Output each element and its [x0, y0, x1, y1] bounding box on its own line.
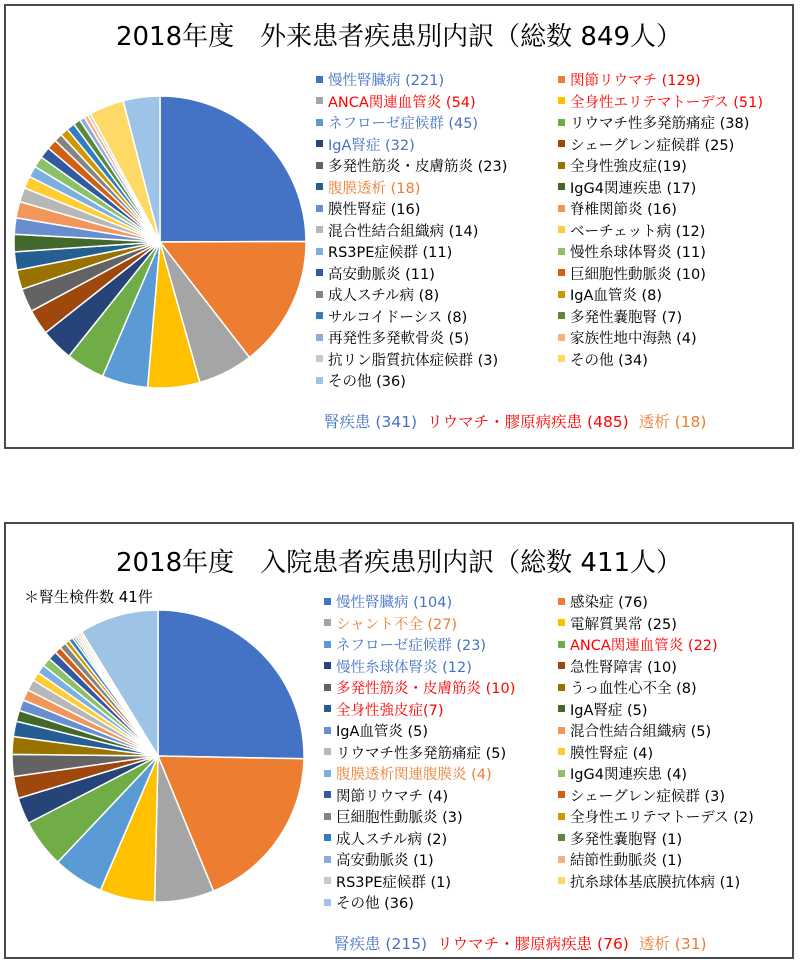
- legend-label: リウマチ性多発筋痛症 (38): [570, 116, 750, 132]
- legend-swatch: [558, 248, 565, 255]
- legend-label: 多発性筋炎・皮膚筋炎 (23): [328, 159, 508, 175]
- legend-label: IgA腎症 (5): [570, 702, 648, 719]
- legend-swatch: [324, 598, 331, 605]
- summary-total: リウマチ・膠原病疾患 (76): [437, 935, 629, 953]
- legend-swatch: [558, 619, 565, 626]
- legend-swatch: [558, 705, 565, 712]
- legend-swatch: [558, 355, 565, 362]
- legend-label: 混合性結合組織病 (14): [328, 223, 479, 240]
- legend-swatch: [324, 791, 331, 798]
- legend-label: 関節リウマチ (129): [570, 73, 701, 89]
- legend-item: [316, 330, 469, 348]
- legend-item: [316, 158, 507, 176]
- legend-item: [324, 616, 457, 634]
- legend-label: その他 (34): [570, 352, 648, 369]
- legend-item: [558, 287, 662, 305]
- legend-label: 高安動脈炎 (11): [328, 266, 435, 283]
- inpatient-panel: [4, 522, 794, 959]
- legend-label: 混合性結合組織病 (5): [570, 724, 712, 740]
- legend-item: [324, 637, 486, 655]
- legend-label: 慢性腎臓病 (221): [328, 73, 445, 89]
- legend-swatch: [316, 355, 323, 362]
- legend-swatch: [558, 641, 565, 648]
- legend-item: [316, 287, 439, 305]
- legend-swatch: [558, 748, 565, 755]
- legend-label: 全身性エリテマトーデス (51): [570, 94, 764, 111]
- outpatient-panel: [4, 4, 794, 449]
- legend-item: [316, 309, 467, 327]
- summary-total: 透析 (18): [638, 413, 707, 431]
- legend-swatch: [324, 813, 331, 820]
- legend-swatch: [324, 770, 331, 777]
- legend-swatch: [324, 877, 331, 884]
- legend-item: [558, 659, 677, 677]
- legend-swatch: [324, 748, 331, 755]
- legend-swatch: [558, 162, 565, 169]
- inpatient-pie: [8, 606, 308, 906]
- legend-item: [324, 852, 434, 870]
- legend-swatch: [558, 183, 565, 190]
- legend-item: [324, 895, 414, 913]
- legend-swatch: [558, 684, 565, 691]
- summary-total: 腎疾患 (215): [334, 935, 428, 953]
- legend-item: [316, 244, 452, 262]
- outpatient-pie: [10, 92, 310, 392]
- legend-item: [324, 874, 451, 892]
- legend-label: 抗糸球体基底膜抗体病 (1): [570, 874, 741, 891]
- legend-swatch: [316, 291, 323, 298]
- legend-swatch: [558, 291, 565, 298]
- legend-label: IgA血管炎 (5): [336, 724, 429, 740]
- legend-swatch: [558, 97, 565, 104]
- legend-swatch: [316, 76, 323, 83]
- legend-label: 慢性糸球体腎炎 (12): [336, 659, 472, 676]
- legend-item: [558, 158, 687, 176]
- legend-item: [558, 72, 701, 90]
- legend-label: 高安動脈炎 (1): [336, 853, 434, 869]
- legend-label: 脊椎関節炎 (16): [570, 202, 677, 218]
- legend-item: [558, 809, 754, 827]
- chart-title: 2018年度 入院患者疾患別内訳（総数 411人）: [115, 548, 683, 578]
- legend-item: [558, 723, 711, 741]
- legend-label: 結節性動脈炎 (1): [570, 853, 683, 869]
- legend-swatch: [316, 183, 323, 190]
- legend-swatch: [558, 598, 565, 605]
- legend-swatch: [316, 248, 323, 255]
- legend-swatch: [558, 334, 565, 341]
- legend-label: 全身性エリテマトーデス (2): [570, 810, 754, 826]
- legend-label: ANCA関連血管炎 (54): [328, 94, 476, 111]
- legend-swatch: [324, 834, 331, 841]
- legend-swatch: [558, 791, 565, 798]
- legend-label: 腹膜透析関連腹膜炎 (4): [336, 767, 492, 783]
- legend-item: [558, 637, 718, 655]
- legend-label: 巨細胞性動脈炎 (3): [336, 810, 463, 826]
- legend-swatch: [558, 877, 565, 884]
- legend-label: ANCA関連血管炎 (22): [570, 638, 718, 654]
- legend-swatch: [324, 662, 331, 669]
- legend-item: [324, 723, 428, 741]
- legend-item: [324, 745, 506, 763]
- legend-label: 多発性嚢胞腎 (7): [570, 309, 683, 326]
- legend-label: 全身性強皮症(19): [570, 159, 687, 175]
- summary-total: 透析 (31): [638, 935, 707, 953]
- legend-label: その他 (36): [336, 896, 414, 912]
- legend-swatch: [558, 834, 565, 841]
- legend-item: [324, 702, 444, 720]
- legend-label: シェーグレン症候群 (3): [570, 788, 725, 805]
- legend-label: ネフローゼ症候群 (45): [328, 116, 479, 132]
- legend-swatch: [324, 705, 331, 712]
- legend-item: [316, 223, 478, 241]
- legend-item: [558, 788, 725, 806]
- legend-swatch: [558, 856, 565, 863]
- legend-swatch: [316, 140, 323, 147]
- legend-item: [558, 745, 653, 763]
- legend-item: [324, 831, 447, 849]
- legend-item: [558, 309, 682, 327]
- pie-slice: [158, 610, 304, 759]
- legend-item: [558, 852, 682, 870]
- legend-label: RS3PE症候群 (11): [328, 245, 453, 261]
- pie-slice: [160, 96, 306, 242]
- legend-label: IgG4関連疾患 (17): [570, 180, 697, 197]
- legend-swatch: [316, 119, 323, 126]
- legend-item: [316, 201, 420, 219]
- legend-item: [558, 180, 696, 198]
- summary-total: リウマチ・膠原病疾患 (485): [427, 413, 629, 431]
- legend-swatch: [316, 312, 323, 319]
- legend-label: IgA腎症 (32): [328, 137, 415, 154]
- legend-swatch: [558, 119, 565, 126]
- legend-label: 電解質異常 (25): [570, 616, 677, 633]
- legend-label: 膜性腎症 (4): [570, 745, 654, 762]
- legend-item: [558, 94, 763, 112]
- legend-swatch: [558, 226, 565, 233]
- legend-label: 急性腎障害 (10): [570, 659, 677, 676]
- legend-item: [558, 266, 706, 284]
- legend-label: 関節リウマチ (4): [336, 788, 449, 805]
- legend-item: [324, 788, 448, 806]
- legend-swatch: [316, 269, 323, 276]
- legend-label: その他 (36): [328, 374, 406, 390]
- legend-item: [558, 352, 648, 370]
- legend-label: 巨細胞性動脈炎 (10): [570, 266, 706, 283]
- legend-swatch: [558, 76, 565, 83]
- legend-swatch: [316, 377, 323, 384]
- legend-item: [316, 72, 444, 90]
- legend-label: 多発性嚢胞腎 (1): [570, 831, 683, 848]
- legend-label: うっ血性心不全 (8): [570, 681, 697, 697]
- legend-swatch: [558, 813, 565, 820]
- legend-item: [324, 809, 463, 827]
- legend-label: 家族性地中海熱 (4): [570, 331, 697, 347]
- outpatient-summary: [324, 410, 716, 432]
- legend-swatch: [324, 641, 331, 648]
- legend-label: 成人スチル病 (8): [328, 288, 440, 304]
- legend-item: [558, 201, 677, 219]
- legend-swatch: [558, 770, 565, 777]
- legend-swatch: [324, 619, 331, 626]
- legend-swatch: [558, 269, 565, 276]
- legend-item: [316, 137, 415, 155]
- legend-item: [558, 874, 740, 892]
- legend-label: 慢性腎臓病 (104): [336, 595, 453, 611]
- legend-swatch: [324, 684, 331, 691]
- legend-item: [558, 115, 749, 133]
- legend-label: ベーチェット病 (12): [570, 223, 706, 240]
- legend-swatch: [324, 727, 331, 734]
- legend-label: 抗リン脂質抗体症候群 (3): [328, 352, 499, 369]
- legend-item: [558, 223, 705, 241]
- legend-swatch: [316, 162, 323, 169]
- legend-label: 腹膜透析 (18): [328, 180, 421, 197]
- legend-swatch: [558, 312, 565, 319]
- legend-swatch: [558, 662, 565, 669]
- legend-item: [316, 94, 476, 112]
- legend-label: 膜性腎症 (16): [328, 202, 421, 218]
- legend-item: [558, 330, 697, 348]
- legend-item: [558, 244, 706, 262]
- legend-item: [324, 680, 515, 698]
- legend-label: IgA血管炎 (8): [570, 288, 663, 304]
- legend-item: [316, 180, 420, 198]
- legend-item: [558, 616, 677, 634]
- legend-label: シャント不全 (27): [336, 616, 458, 633]
- summary-total: 腎疾患 (341): [324, 413, 418, 431]
- legend-swatch: [316, 226, 323, 233]
- chart-title: 2018年度 外来患者疾患別内訳（総数 849人）: [115, 22, 683, 52]
- legend-label: IgG4関連疾患 (4): [570, 767, 688, 783]
- legend-item: [316, 373, 406, 391]
- legend-label: 多発性筋炎・皮膚筋炎 (10): [336, 681, 516, 697]
- legend-label: 成人スチル病 (2): [336, 831, 448, 848]
- legend-label: シェーグレン症候群 (25): [570, 137, 735, 154]
- legend-item: [558, 831, 682, 849]
- legend-label: 再発性多発軟骨炎 (5): [328, 331, 470, 347]
- legend-item: [316, 352, 498, 370]
- legend-swatch: [316, 97, 323, 104]
- legend-label: 感染症 (76): [570, 595, 648, 611]
- legend-item: [316, 266, 435, 284]
- legend-swatch: [558, 205, 565, 212]
- legend-swatch: [558, 727, 565, 734]
- legend-item: [324, 659, 472, 677]
- legend-label: リウマチ性多発筋痛症 (5): [336, 745, 507, 762]
- legend-item: [558, 137, 734, 155]
- legend-swatch: [316, 205, 323, 212]
- legend-label: サルコイドーシス (8): [328, 309, 468, 326]
- legend-item: [558, 680, 697, 698]
- legend-item: [558, 766, 687, 784]
- biopsy-note: ＊腎生検件数 41件: [24, 588, 153, 606]
- legend-item: [324, 594, 452, 612]
- legend-label: 全身性強皮症(7): [336, 702, 444, 719]
- inpatient-summary: [334, 932, 717, 954]
- legend-item: [316, 115, 478, 133]
- legend-label: RS3PE症候群 (1): [336, 874, 452, 891]
- legend-swatch: [324, 899, 331, 906]
- legend-item: [558, 702, 648, 720]
- legend-swatch: [558, 140, 565, 147]
- legend-item: [558, 594, 648, 612]
- legend-item: [324, 766, 492, 784]
- legend-swatch: [324, 856, 331, 863]
- legend-swatch: [316, 334, 323, 341]
- legend-label: 慢性糸球体腎炎 (11): [570, 245, 706, 261]
- legend-label: ネフローゼ症候群 (23): [336, 638, 487, 654]
